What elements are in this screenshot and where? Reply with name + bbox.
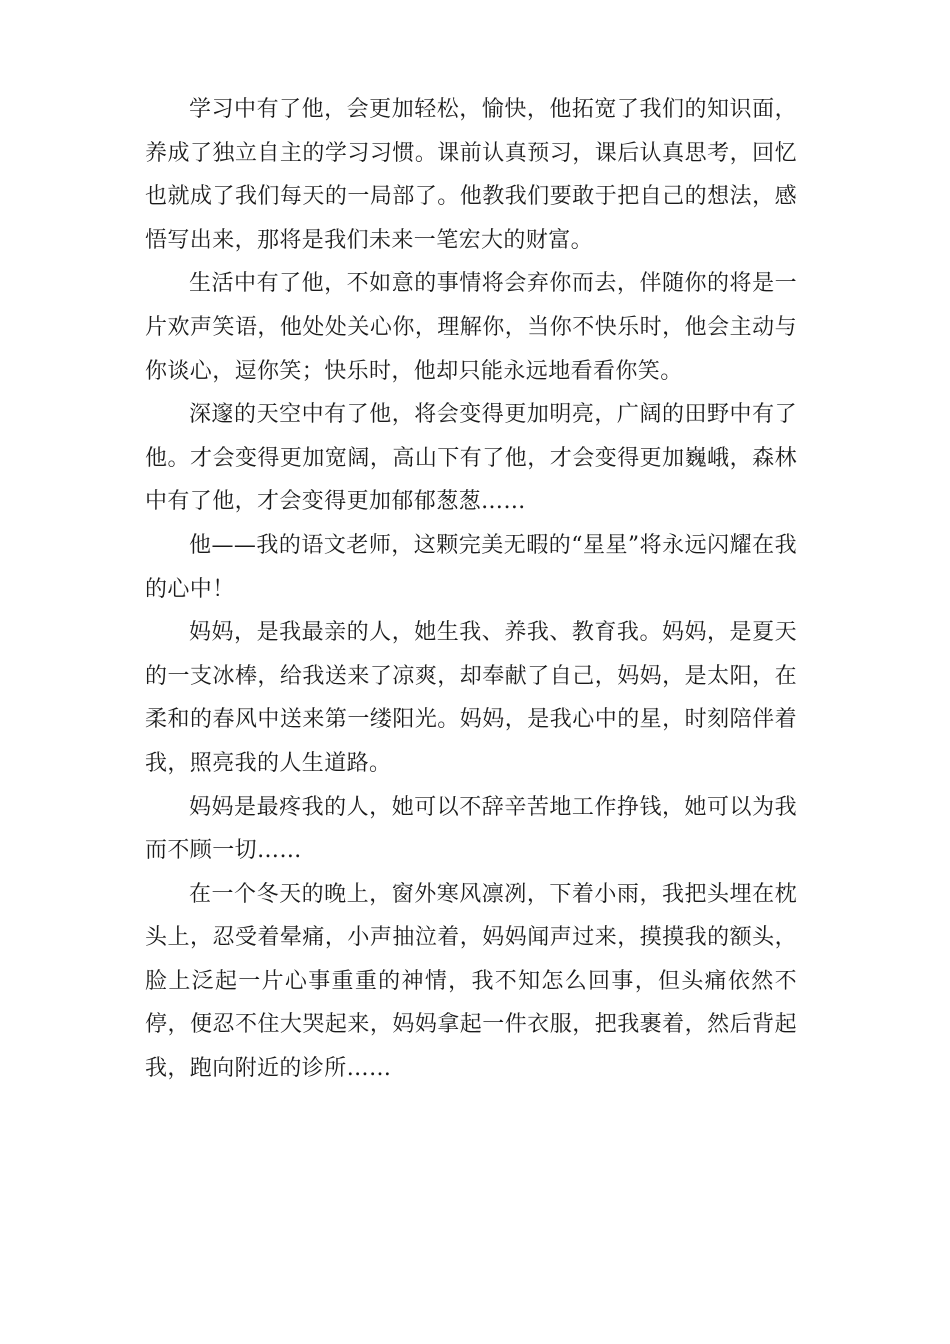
paragraph: 妈妈是最疼我的人，她可以不辞辛苦地工作挣钱，她可以为我而不顾一切……	[145, 794, 797, 864]
paragraph: 学习中有了他，会更加轻松，愉快，他拓宽了我们的知识面，养成了独立自主的学习习惯。课前认真预习，课后认真思考，回忆也就成了我们每天的一局部了。他教我们要敢于把自己的想法，感悟写出来，那将是我们未来一笔宏大的财富。	[145, 97, 797, 253]
paragraph: 他——我的语文老师，这颗完美无暇的“星星”将永远闪耀在我的心中！	[145, 532, 797, 602]
paragraph: 妈妈，是我最亲的人，她生我、养我、教育我。妈妈，是夏天的一支冰棒，给我送来了凉爽，却奉献了自己，妈妈，是太阳，在柔和的春风中送来第一缕阳光。妈妈，是我心中的星，时刻陪伴着我，照亮我的人生道路。	[145, 620, 797, 776]
paragraph: 深邃的天空中有了他，将会变得更加明亮，广阔的田野中有了他。才会变得更加宽阔，高山下有了他，才会变得更加巍峨，森林中有了他，才会变得更加郁郁葱葱……	[145, 402, 797, 515]
paragraph: 在一个冬天的晚上，窗外寒风凛冽，下着小雨，我把头埋在枕头上，忍受着晕痛，小声抽泣着，妈妈闻声过来，摸摸我的额头，脸上泛起一片心事重重的神情，我不知怎么回事，但头痛依然不停，便忍不住大哭起来，妈妈拿起一件衣服，把我裹着，然后背起我，跑向附近的诊所……	[145, 881, 797, 1082]
document-body	[145, 88, 797, 1091]
paragraph: 生活中有了他，不如意的事情将会弃你而去，伴随你的将是一片欢声笑语，他处处关心你，理解你，当你不快乐时，他会主动与你谈心，逗你笑；快乐时，他却只能永远地看看你笑。	[145, 271, 797, 384]
